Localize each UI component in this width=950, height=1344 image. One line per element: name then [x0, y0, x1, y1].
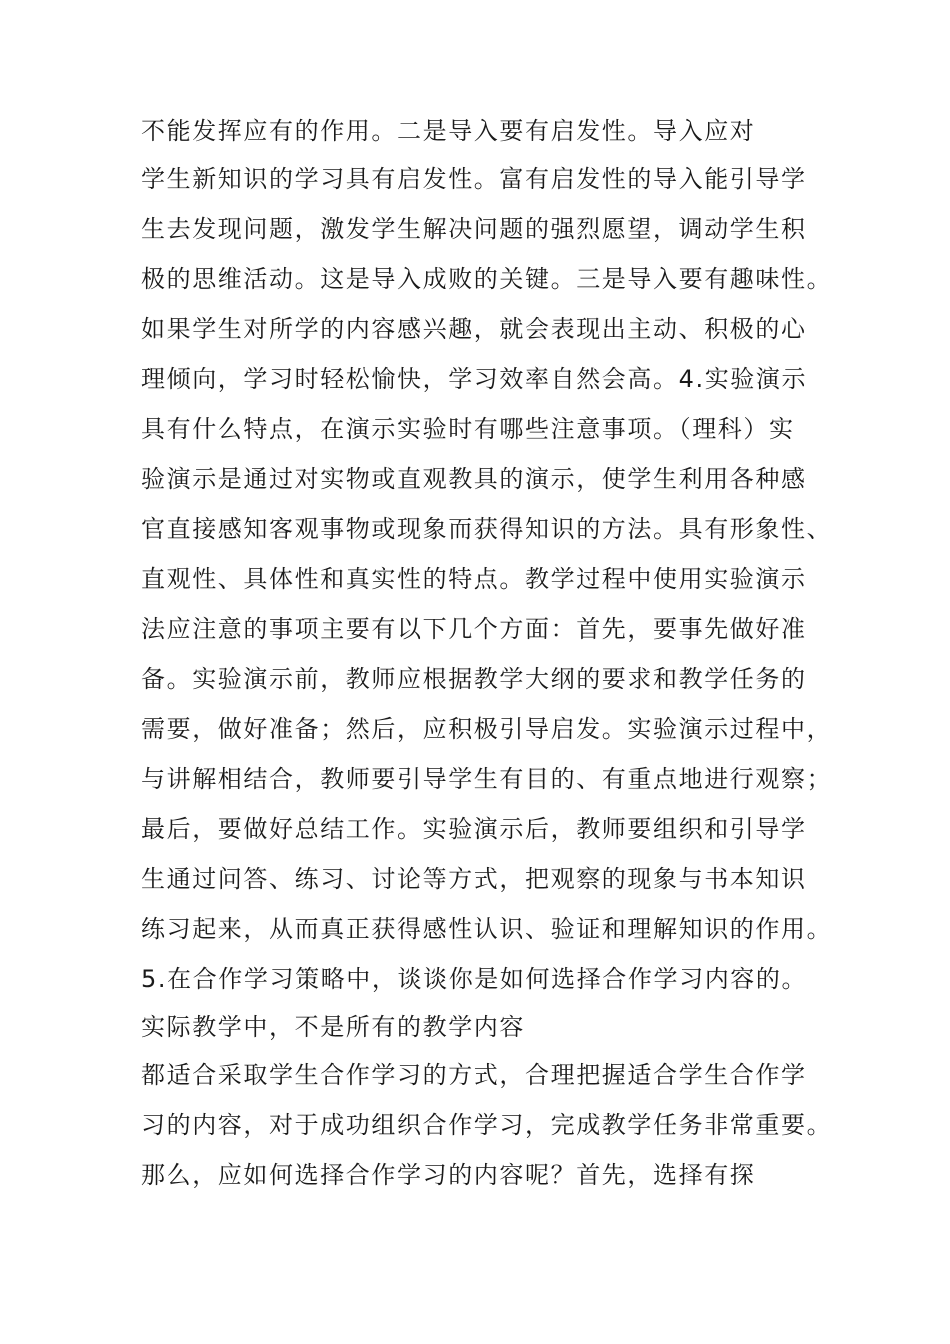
- text-line-20: 都适合采取学生合作学习的方式，合理把握适合学生合作学: [141, 1061, 807, 1089]
- text-line-6: 理倾向，学习时轻松愉快，学习效率自然会高。4.实验演示: [141, 365, 808, 393]
- text-line-18: 5.在合作学习策略中，谈谈你是如何选择合作学习内容的。: [141, 965, 808, 993]
- text-line-11: 法应注意的事项主要有以下几个方面：首先，要事先做好准: [141, 615, 807, 643]
- text-line-21: 习的内容，对于成功组织合作学习，完成教学任务非常重要。: [141, 1111, 833, 1139]
- text-line-2: 学生新知识的学习具有启发性。富有启发性的导入能引导学: [141, 165, 807, 193]
- text-line-17: 练习起来，从而真正获得感性认识、验证和理解知识的作用。: [141, 915, 833, 943]
- text-line-15: 最后，要做好总结工作。实验演示后，教师要组织和引导学: [141, 815, 807, 843]
- text-line-10: 直观性、具体性和真实性的特点。教学过程中使用实验演示: [141, 565, 807, 593]
- body-text: [141, 108, 861, 1200]
- text-line-16: 生通过问答、练习、讨论等方式，把观察的现象与书本知识: [141, 865, 807, 893]
- text-line-1: 不能发挥应有的作用。二是导入要有启发性。导入应对: [141, 117, 756, 145]
- text-line-4: 极的思维活动。这是导入成败的关键。三是导入要有趣味性。: [141, 265, 833, 293]
- text-line-12: 备。实验演示前，教师应根据教学大纲的要求和教学任务的: [141, 665, 807, 693]
- text-line-9: 官直接感知客观事物或现象而获得知识的方法。具有形象性、: [141, 515, 833, 543]
- text-line-5: 如果学生对所学的内容感兴趣，就会表现出主动、积极的心: [141, 315, 807, 343]
- text-line-8: 验演示是通过对实物或直观教具的演示，使学生利用各种感: [141, 465, 807, 493]
- text-line-13: 需要，做好准备；然后，应积极引导启发。实验演示过程中，: [141, 715, 833, 743]
- text-line-3: 生去发现问题，激发学生解决问题的强烈愿望，调动学生积: [141, 215, 807, 243]
- text-line-7: 具有什么特点，在演示实验时有哪些注意事项。（理科）实: [141, 415, 795, 443]
- text-line-14: 与讲解相结合，教师要引导学生有目的、有重点地进行观察；: [141, 765, 833, 793]
- text-line-19: 实际教学中，不是所有的教学内容: [141, 1013, 525, 1041]
- text-line-22: 那么，应如何选择合作学习的内容呢？首先，选择有探: [141, 1161, 756, 1189]
